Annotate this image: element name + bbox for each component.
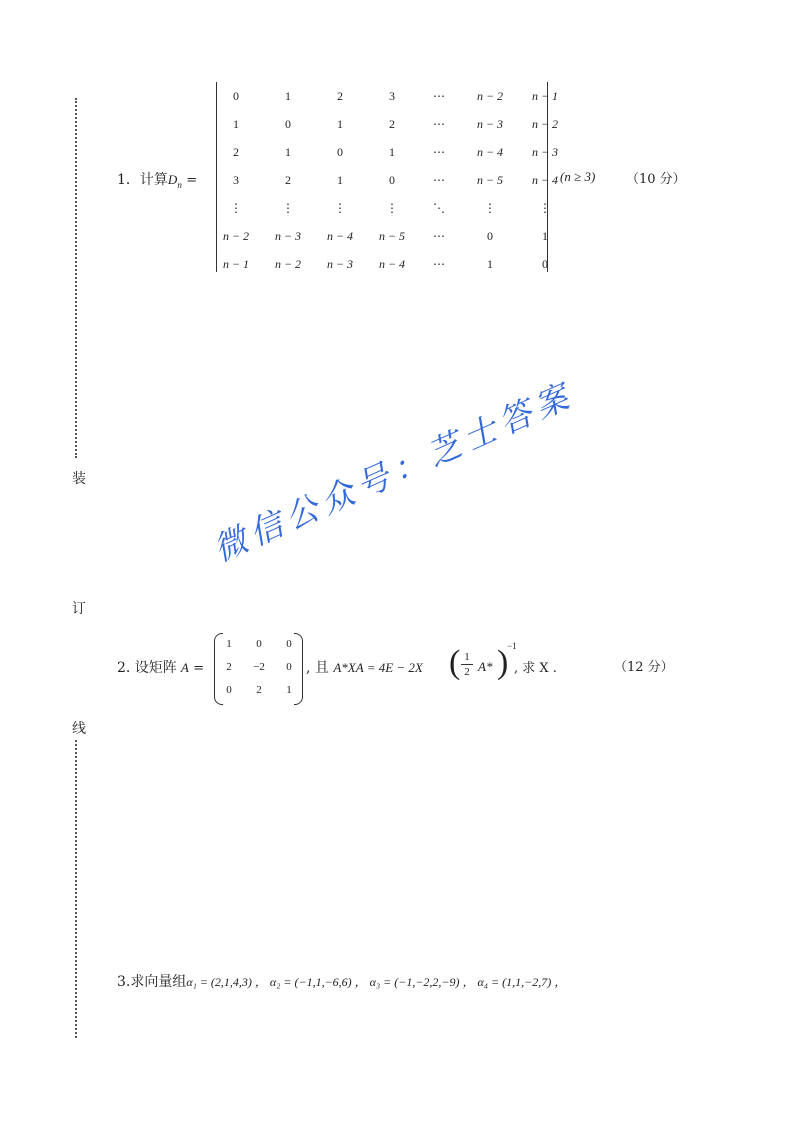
fraction-term: A* bbox=[478, 659, 493, 674]
det-cell: 0 bbox=[487, 228, 493, 243]
det-cell: n − 4 bbox=[326, 228, 354, 243]
det-cell: n − 5 bbox=[378, 228, 406, 243]
det-cell: n − 5 bbox=[476, 172, 504, 187]
matrix-cell: −2 bbox=[253, 660, 265, 673]
det-cell: n − 2 bbox=[531, 116, 559, 131]
det-cell: 2 bbox=[337, 88, 343, 103]
binding-dotted-line-top bbox=[75, 98, 77, 458]
det-cell: ⋮ bbox=[282, 200, 294, 215]
problem-1-points: （10 分） bbox=[626, 172, 686, 187]
det-cell: ⋯ bbox=[433, 256, 445, 271]
det-cell: 0 bbox=[542, 256, 548, 271]
matrix-equals: = bbox=[193, 661, 205, 676]
det-cell: n − 3 bbox=[326, 256, 354, 271]
det-cell: 0 bbox=[285, 116, 291, 131]
det-cell: ⋯ bbox=[433, 172, 445, 187]
det-cell: n − 2 bbox=[222, 228, 250, 243]
det-cell: 0 bbox=[337, 144, 343, 159]
det-symbol: D bbox=[167, 172, 178, 187]
matrix-cell: 0 bbox=[286, 660, 292, 673]
matrix-cell: 1 bbox=[226, 637, 232, 650]
problem-2-ask: , 求 X . bbox=[514, 661, 557, 676]
det-cell: 1 bbox=[285, 144, 291, 159]
problem-2-equation bbox=[306, 657, 423, 677]
det-cell: 1 bbox=[389, 144, 395, 159]
det-cell: 1 bbox=[233, 116, 239, 131]
fraction-numerator: 1 bbox=[464, 651, 470, 663]
det-cell: ⋯ bbox=[433, 228, 445, 243]
matrix-cell: 0 bbox=[286, 637, 292, 650]
condition-prefix: , 且 bbox=[306, 660, 329, 676]
problem-2-points: （12 分） bbox=[614, 660, 674, 675]
det-cell: n − 1 bbox=[531, 88, 559, 103]
det-subscript: n bbox=[177, 179, 182, 190]
watermark-text: 微信公众号：芝士答案 bbox=[207, 374, 580, 570]
det-cell: 1 bbox=[337, 116, 343, 131]
det-cell: n − 3 bbox=[476, 116, 504, 131]
problem-1-condition: (n ≥ 3) bbox=[560, 169, 596, 184]
matrix-cell: 2 bbox=[226, 660, 232, 673]
det-equals: = bbox=[186, 173, 198, 188]
binding-char-ding: 订 bbox=[72, 601, 86, 617]
inverse-exponent: −1 bbox=[507, 641, 517, 651]
vector-set: α₁ = (2,1,4,3) ， α₂ = (−1,1,−6,6) ， α₃ = (−1,−2,2,−9) ， α₄ = (1,1,−2,7) ， bbox=[186, 975, 567, 989]
fraction-denominator: 2 bbox=[464, 666, 470, 678]
det-cell: 1 bbox=[285, 88, 291, 103]
det-cell: ⋮ bbox=[230, 200, 242, 215]
det-cell: 2 bbox=[285, 172, 291, 187]
det-cell: 3 bbox=[389, 88, 395, 103]
fraction-paren-left: ( bbox=[449, 644, 461, 681]
problem-1-label: 1．计算$D_n$ = bbox=[117, 172, 198, 190]
det-cell: 1 bbox=[337, 172, 343, 187]
det-cell: n − 4 bbox=[378, 256, 406, 271]
det-cell: ⋱ bbox=[433, 200, 445, 215]
det-cell: ⋯ bbox=[433, 88, 445, 103]
fraction-half bbox=[461, 651, 473, 678]
det-cell: n − 4 bbox=[476, 144, 504, 159]
matrix-a bbox=[216, 632, 302, 701]
det-cell: n − 2 bbox=[476, 88, 504, 103]
det-cell: 2 bbox=[389, 116, 395, 131]
det-cell: n − 4 bbox=[531, 172, 559, 187]
det-cell: ⋯ bbox=[433, 144, 445, 159]
problem-3-label: 3.求向量组 bbox=[117, 974, 187, 990]
matrix-symbol: A bbox=[180, 660, 189, 675]
det-cell: ⋮ bbox=[334, 200, 346, 215]
matrix-cell: 1 bbox=[286, 683, 292, 696]
binding-dotted-line-bottom bbox=[75, 740, 77, 1038]
det-cell: n − 3 bbox=[274, 228, 302, 243]
equation-lhs: A*XA = 4E − 2X bbox=[333, 660, 423, 675]
det-cell: 2 bbox=[233, 144, 239, 159]
det-cell: ⋮ bbox=[386, 200, 398, 215]
det-cell: ⋮ bbox=[484, 200, 496, 215]
det-cell: n − 2 bbox=[274, 256, 302, 271]
det-cell: 3 bbox=[233, 172, 239, 187]
det-cell: ⋯ bbox=[433, 116, 445, 131]
det-cell: ⋮ bbox=[539, 200, 551, 215]
det-cell: n − 3 bbox=[531, 144, 559, 159]
binding-char-zhuang: 装 bbox=[72, 471, 86, 487]
det-cell: 0 bbox=[389, 172, 395, 187]
det-cell: n − 1 bbox=[222, 256, 250, 271]
determinant-matrix bbox=[210, 82, 570, 278]
matrix-cell: 0 bbox=[226, 683, 232, 696]
det-cell: 1 bbox=[542, 228, 548, 243]
matrix-cell: 0 bbox=[256, 637, 262, 650]
matrix-cell: 2 bbox=[256, 683, 262, 696]
det-cell: 1 bbox=[487, 256, 493, 271]
problem-2-label: 2. 设矩阵 A = bbox=[117, 660, 205, 676]
problem-3-text bbox=[117, 971, 566, 991]
det-cell: 0 bbox=[233, 88, 239, 103]
fraction-paren-right: ) bbox=[497, 644, 509, 681]
binding-char-xian: 线 bbox=[72, 721, 86, 737]
